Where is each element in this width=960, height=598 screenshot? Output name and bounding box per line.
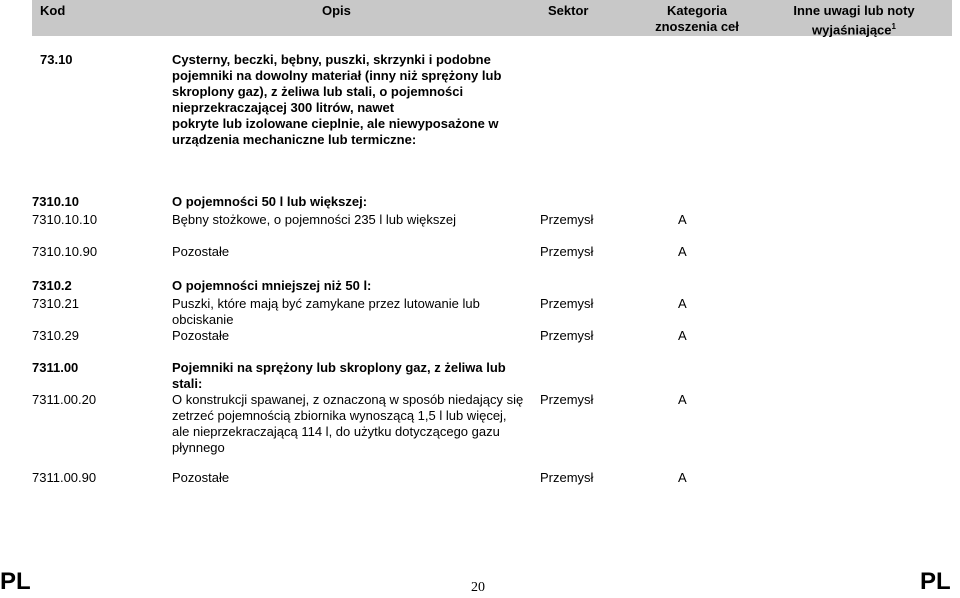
row-code: 7310.21 bbox=[32, 296, 79, 311]
footer-lang-right: PL bbox=[920, 568, 951, 595]
row-description: Pozostałe bbox=[172, 244, 230, 259]
row-description: Pozostałe bbox=[172, 470, 230, 485]
row-code: 7310.10 bbox=[32, 194, 79, 209]
row-sektor: Przemysł bbox=[540, 296, 594, 311]
header-opis: Opis bbox=[322, 3, 351, 18]
row-description-line: Puszki, które mają być zamykane przez lutowanie lub bbox=[172, 296, 480, 311]
heading-line: pojemniki na dowolny materiał (inny niż sprężony lub bbox=[172, 68, 502, 83]
row-sektor: Przemysł bbox=[540, 212, 594, 227]
row-kategoria: A bbox=[678, 328, 687, 343]
header-kategoria-line1: Kategoria bbox=[667, 3, 727, 18]
heading-line: Cysterny, beczki, bębny, puszki, skrzynki i podobne bbox=[172, 52, 491, 67]
row-code: 7311.00 bbox=[32, 360, 79, 375]
header-uwagi-text: wyjaśniające bbox=[812, 22, 892, 38]
row-description: Bębny stożkowe, o pojemności 235 l lub większej bbox=[172, 212, 456, 227]
row-code: 7310.10.10 bbox=[32, 212, 98, 227]
row-sektor: Przemysł bbox=[540, 244, 594, 259]
row-sektor: Przemysł bbox=[540, 328, 594, 343]
heading-code: 73.10 bbox=[40, 52, 73, 67]
row-description: O pojemności 50 l lub większej: bbox=[172, 194, 368, 209]
footer-lang-left: PL bbox=[0, 568, 31, 595]
row-kategoria: A bbox=[678, 470, 687, 485]
row-sektor: Przemysł bbox=[540, 470, 594, 485]
row-description bbox=[172, 392, 523, 456]
row-description bbox=[172, 296, 480, 328]
row-description: O pojemności mniejszej niż 50 l: bbox=[172, 278, 372, 293]
header-sektor: Sektor bbox=[548, 3, 589, 18]
row-kategoria: A bbox=[678, 392, 687, 407]
heading-line: urządzenia mechaniczne lub termiczne: bbox=[172, 132, 417, 147]
row-kategoria: A bbox=[678, 212, 687, 227]
row-description-line: obciskanie bbox=[172, 312, 234, 327]
row-description: Pozostałe bbox=[172, 328, 230, 343]
heading-description bbox=[172, 52, 501, 148]
header-kategoria-line2: znoszenia ceł bbox=[655, 19, 739, 34]
row-description-line: O konstrukcji spawanej, z oznaczoną w sposób niedający się bbox=[172, 392, 524, 407]
row-kategoria: A bbox=[678, 244, 687, 259]
row-description-line: płynnego bbox=[172, 440, 225, 455]
row-description bbox=[172, 360, 506, 392]
header-uwagi bbox=[784, 3, 924, 38]
row-kategoria: A bbox=[678, 296, 687, 311]
table-header bbox=[32, 0, 952, 36]
row-code: 7310.10.90 bbox=[32, 244, 98, 259]
row-description-line: Pojemniki na sprężony lub skroplony gaz, z żeliwa lub bbox=[172, 360, 506, 375]
footnote-marker: 1 bbox=[891, 22, 896, 31]
row-description-line: ale nieprzekraczającą 114 l, do użytku dotyczącego gazu bbox=[172, 424, 500, 439]
heading-line: skroplony gaz), z żeliwa lub stali, o pojemności bbox=[172, 84, 464, 99]
page-number: 20 bbox=[471, 580, 485, 595]
row-code: 7311.00.20 bbox=[32, 392, 97, 407]
header-kod: Kod bbox=[40, 3, 66, 18]
row-code: 7311.00.90 bbox=[32, 470, 97, 485]
header-uwagi-line2 bbox=[784, 19, 924, 38]
row-description-line: stali: bbox=[172, 376, 203, 391]
row-description-line: zetrzeć pojemnością zbiornika wynoszącą 1,5 l lub więcej, bbox=[172, 408, 507, 423]
row-code: 7310.29 bbox=[32, 328, 79, 343]
row-sektor: Przemysł bbox=[540, 392, 594, 407]
heading-line: nieprzekraczającej 300 litrów, nawet bbox=[172, 100, 395, 115]
heading-line: pokryte lub izolowane cieplnie, ale niewyposażone w bbox=[172, 116, 499, 131]
header-uwagi-line1: Inne uwagi lub noty bbox=[793, 3, 915, 18]
row-code: 7310.2 bbox=[32, 278, 72, 293]
header-kategoria bbox=[642, 3, 752, 35]
